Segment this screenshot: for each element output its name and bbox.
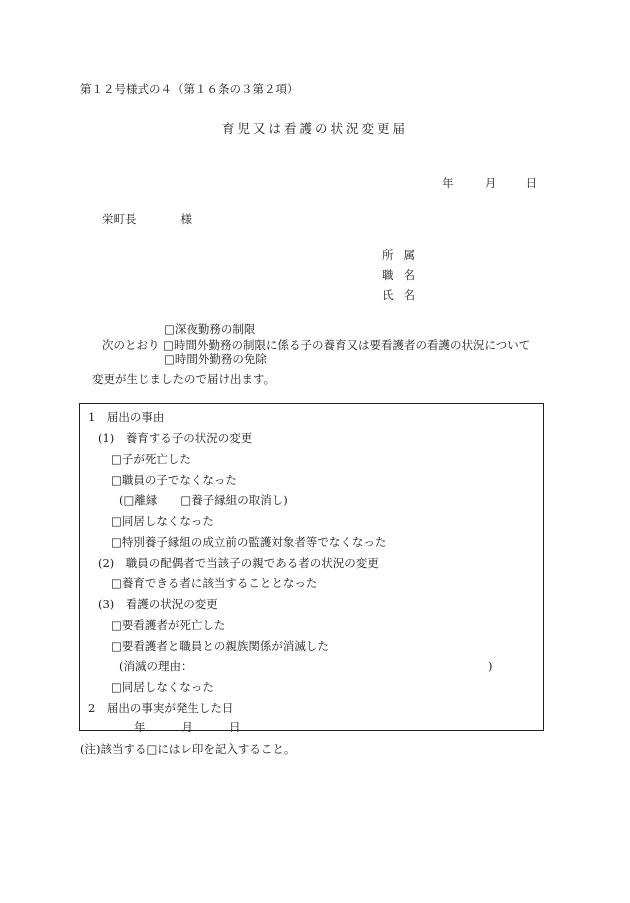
addressee	[102, 212, 192, 226]
reason-label: (消滅の理由：	[119, 659, 193, 673]
date-year-label: 年	[442, 176, 454, 190]
section-2-heading: 2 届出の事実が発生した日	[88, 701, 234, 715]
checkbox-dissolution-or-cancel[interactable]: (□離縁 □養子縁組の取消し)	[119, 493, 288, 507]
option-overtime-exemption[interactable]: □時間外勤務の免除	[164, 352, 267, 366]
details-box	[79, 403, 544, 734]
footnote: (注)該当する□にはレ印を記入すること。	[80, 742, 296, 756]
date-month-label: 月	[484, 176, 497, 190]
form-number: 第１２号様式の４（第１６条の３第２項）	[80, 82, 299, 96]
checkbox-care-no-longer-cohabiting[interactable]: □同居しなくなった	[111, 680, 214, 694]
sender-affiliation	[382, 248, 425, 262]
intro-line	[102, 338, 530, 352]
occurrence-day-label: 日	[229, 720, 241, 734]
reason-close: )	[488, 659, 493, 673]
section-1-2-heading: (2) 職員の配偶者で当該子の親である者の状況の変更	[98, 556, 379, 570]
section-1-3-heading: (3) 看護の状況の変更	[98, 597, 218, 611]
intro-prefix: 次のとおり	[102, 338, 160, 352]
addressee-name: 栄町長	[102, 212, 137, 226]
section-1-1-heading: (1) 養育する子の状況の変更	[98, 431, 253, 445]
sender-position	[382, 268, 425, 282]
option-overtime-limit[interactable]: □時間外勤務の制限に係る子の養育又は要看護者の看護の状況について	[163, 338, 531, 352]
submission-date	[442, 176, 537, 190]
section-1-heading: 1 届出の事由	[88, 410, 165, 424]
option-night-work-limit[interactable]: □深夜勤務の制限	[164, 322, 256, 336]
addressee-honorific: 様	[180, 212, 192, 226]
sender-position-label: 職名	[382, 268, 425, 282]
occurrence-month-label: 月	[181, 720, 193, 734]
checkbox-no-longer-child[interactable]: □職員の子でなくなった	[111, 473, 237, 487]
checkbox-no-longer-custody-target[interactable]: □特別養子縁組の成立前の監護対象者等でなくなった	[111, 535, 387, 549]
date-day-label: 日	[525, 176, 538, 190]
sender-affiliation-label: 所属	[382, 248, 425, 262]
intro-closing: 変更が生じましたので届け出ます。	[92, 372, 276, 386]
occurrence-year-label: 年	[134, 720, 146, 734]
checkbox-no-longer-cohabiting[interactable]: □同居しなくなった	[111, 514, 214, 528]
checkbox-became-able-to-raise[interactable]: □養育できる者に該当することとなった	[111, 576, 318, 590]
checkbox-care-recipient-died[interactable]: □要看護者が死亡した	[111, 618, 226, 632]
checkbox-kinship-ended[interactable]: □要看護者と職員との親族関係が消滅した	[111, 639, 329, 653]
document-title: 育児又は看護の状況変更届	[221, 121, 408, 136]
checkbox-child-died[interactable]: □子が死亡した	[111, 452, 191, 466]
sender-name	[382, 288, 425, 302]
occurrence-date	[134, 720, 241, 734]
sender-name-label: 氏名	[382, 288, 425, 302]
